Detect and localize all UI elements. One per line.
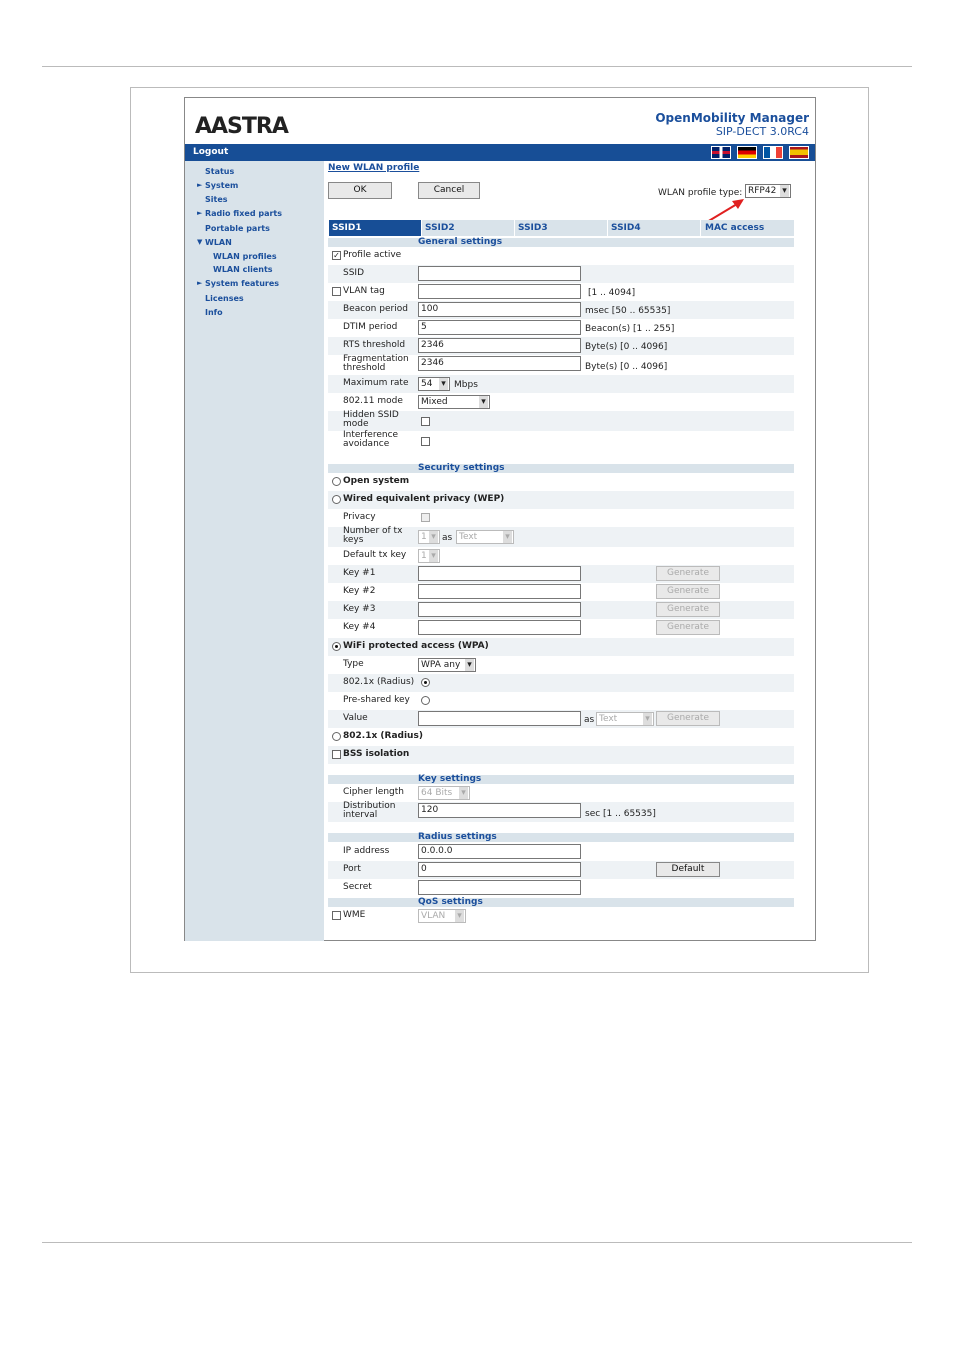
radius-settings-header [328,833,794,842]
row-8021x-radius-mode [328,728,794,746]
top-nav-bar [185,144,815,161]
radius-8021x-label: 802.1x (Radius) [343,677,415,687]
key2-label: Key #2 [343,586,376,596]
sidebar-item-wlan-clients[interactable] [213,265,273,274]
sidebar-item-wlan[interactable] [197,238,232,247]
mode-label: 802.11 mode [343,396,403,406]
row-profile-active [328,247,794,265]
row-open-system [328,473,794,491]
default-tx-key-label: Default tx key [343,550,407,560]
profile-active-label: Profile active [343,250,402,260]
wme-select[interactable]: VLAN ▾ [418,909,466,923]
section-title: Radius settings [418,832,497,842]
row-key1 [328,565,794,583]
key4-input[interactable] [418,620,581,635]
frag-unit: Byte(s) [0 .. 4096] [585,362,668,372]
key1-generate-button[interactable]: Generate [656,566,720,581]
hidden-ssid-label [343,411,399,429]
row-num-tx-keys [328,527,794,547]
key2-input[interactable] [418,584,581,599]
wep-key-format-select[interactable]: Text ▾ [456,530,514,544]
key4-generate-button[interactable]: Generate [656,620,720,635]
key1-input[interactable] [418,566,581,581]
sidebar-item-label: Radio fixed parts [205,209,282,218]
ssid-label: SSID [343,268,365,278]
cipher-length-label: Cipher length [343,787,404,797]
section-title: Security settings [418,463,505,473]
psk-radio[interactable] [421,696,430,705]
sidebar-item-label: Portable parts [205,224,270,233]
key3-label: Key #3 [343,604,376,614]
row-8021x-radius [328,674,794,692]
row-80211-mode [328,393,794,411]
row-key2 [328,583,794,601]
label-line: threshold [343,363,386,373]
privacy-checkbox[interactable] [421,513,430,522]
sidebar-item-label: Status [205,167,235,176]
sidebar-item-licenses[interactable] [205,294,244,303]
default-button[interactable]: Default [656,862,720,877]
bottom-rule [42,1242,912,1243]
qos-settings-header [328,898,794,907]
top-rule [42,66,912,67]
wep-label: Wired equivalent privacy (WEP) [343,494,505,504]
ip-address-input[interactable]: 0.0.0.0 [418,844,581,859]
wpa-type-label: Type [343,659,364,669]
sidebar-item-label: WLAN profiles [213,252,277,261]
section-title: General settings [418,237,503,247]
wme-label: WME [343,910,366,920]
sidebar-item-label: System [205,181,239,190]
wpa-label: WiFi protected access (WPA) [343,641,489,651]
row-interference-avoidance [328,431,794,451]
port-label: Port [343,864,361,874]
secret-label: Secret [343,882,372,892]
num-tx-keys-select[interactable]: 1 ▾ [418,530,440,544]
row-maximum-rate [328,375,794,393]
de-flag-icon[interactable] [737,146,757,159]
sidebar-item-label: Sites [205,195,228,204]
sidebar-item-label: Licenses [205,294,244,303]
row-beacon-period [328,301,794,319]
cipher-length-select[interactable]: 64 Bits ▾ [418,786,470,800]
default-tx-key-select[interactable]: 1 ▾ [418,549,440,563]
tab-mac-access-filters[interactable]: MAC access [700,220,794,236]
secret-input[interactable] [418,880,581,895]
open-system-radio[interactable] [332,477,341,486]
bss-isolation-checkbox[interactable] [332,750,341,759]
sidebar-item-radio-fixed-parts[interactable] [197,209,282,218]
key1-label: Key #1 [343,568,376,578]
radius-8021x-radio[interactable] [421,678,430,687]
row-privacy [328,509,794,527]
vlan-tag-checkbox[interactable] [332,287,341,296]
row-vlan-tag [328,283,794,301]
key-settings-header [328,775,794,784]
wme-checkbox[interactable] [332,911,341,920]
sidebar-item-info[interactable] [205,308,223,317]
frag-threshold-label [343,355,409,373]
psk-format-select[interactable]: Text ▾ [596,712,654,726]
key4-label: Key #4 [343,622,376,632]
privacy-label: Privacy [343,512,376,522]
label-line: avoidance [343,439,390,449]
row-hidden-ssid [328,411,794,431]
row-ip-address [328,843,794,861]
sidebar [185,161,324,941]
sidebar-item-label: WLAN clients [213,265,273,274]
aastra-logo: AASTRA [195,114,288,139]
open-system-label: Open system [343,476,410,486]
sidebar-item-system-features[interactable] [197,279,280,288]
key3-generate-button[interactable]: Generate [656,602,720,617]
row-cipher-length [328,784,794,802]
key2-generate-button[interactable]: Generate [656,584,720,599]
uk-flag-icon[interactable] [711,146,731,159]
psk-value-label: Value [343,713,368,723]
general-settings-header [328,238,794,247]
rts-threshold-input[interactable]: 2346 [418,338,581,353]
dtim-period-input[interactable]: 5 [418,320,581,335]
ip-address-label: IP address [343,846,390,856]
ssid-input[interactable] [418,266,581,281]
mode-select[interactable]: Mixed ▾ [418,395,490,409]
cancel-button[interactable]: Cancel [418,182,480,199]
triangle-right-icon: ► [197,279,203,287]
hidden-ssid-checkbox[interactable] [421,417,430,426]
sidebar-item-label: WLAN [205,238,232,247]
radius-mode-label: 802.1x (Radius) [343,731,423,741]
rts-unit: Byte(s) [0 .. 4096] [585,342,668,352]
tab-ssid4[interactable]: SSID4 [607,220,700,236]
logout-link[interactable]: Logout [193,147,229,157]
row-key3 [328,601,794,619]
app-header [185,98,815,144]
row-key4 [328,619,794,637]
sidebar-item-portable-parts[interactable] [205,224,270,233]
language-flags [711,146,809,159]
ok-button[interactable]: OK [328,182,392,199]
port-input[interactable]: 0 [418,862,581,877]
row-secret [328,879,794,897]
fr-flag-icon[interactable] [763,146,783,159]
as-label: as [442,533,453,543]
label-line: Number of tx [343,526,403,536]
es-flag-icon[interactable] [789,146,809,159]
label-line: mode [343,419,369,429]
beacon-unit: msec [50 .. 65535] [585,306,671,316]
row-fragmentation-threshold [328,355,794,375]
security-settings-header [328,464,794,473]
bss-isolation-label: BSS isolation [343,749,410,759]
tab-ssid1[interactable]: SSID1 [328,220,421,236]
as-label: as [584,715,595,725]
vlan-tag-input[interactable] [418,284,581,299]
profile-type-label: WLAN profile type: [658,188,743,198]
sidebar-item-label: Info [205,308,223,317]
row-ssid [328,265,794,283]
psk-generate-button[interactable]: Generate [656,711,720,726]
row-wpa [328,638,794,656]
label-line: Hidden SSID [343,410,399,420]
row-distribution-interval [328,802,794,822]
dist-interval-input[interactable]: 120 [418,803,581,818]
row-rts-threshold [328,337,794,355]
row-wep [328,491,794,509]
label-line: keys [343,535,364,545]
label-line: Fragmentation [343,354,409,364]
product-name: OpenMobility Manager [655,111,809,125]
interference-checkbox[interactable] [421,437,430,446]
rts-threshold-label: RTS threshold [343,340,406,350]
dist-unit: sec [1 .. 65535] [585,809,656,819]
wpa-radio[interactable] [332,642,341,651]
row-default-tx-key [328,547,794,565]
profile-active-checkbox[interactable]: ✓ [333,251,340,260]
sidebar-item-status[interactable] [205,167,234,176]
tab-ssid3[interactable]: SSID3 [514,220,607,236]
label-line: Interference [343,430,399,440]
key3-input[interactable] [418,602,581,617]
beacon-period-label: Beacon period [343,304,408,314]
vlan-tag-label: VLAN tag [343,286,385,296]
dist-interval-label [343,802,396,820]
row-wme [328,907,794,925]
sidebar-item-sites[interactable] [205,195,228,204]
row-port [328,861,794,879]
radius-mode-radio[interactable] [332,732,341,741]
maximum-rate-label: Maximum rate [343,378,409,388]
sidebar-item-wlan-profiles[interactable] [213,252,277,261]
wep-radio[interactable] [332,495,341,504]
num-tx-keys-label [343,527,402,545]
product-title [655,111,809,138]
page-title: New WLAN profile [328,163,420,173]
dtim-period-label: DTIM period [343,322,398,332]
psk-value-input[interactable] [418,711,581,726]
wpa-type-select[interactable]: WPA any ▾ [418,658,476,672]
row-psk-value [328,710,794,728]
row-pre-shared-key [328,692,794,710]
triangle-right-icon: ► [197,181,203,189]
maximum-rate-select[interactable]: 54 ▾ [418,377,450,391]
row-wpa-type [328,656,794,674]
row-dtim-period [328,319,794,337]
triangle-down-icon: ▼ [197,238,203,246]
section-title: Key settings [418,774,482,784]
sidebar-item-system[interactable] [197,181,239,190]
psk-label: Pre-shared key [343,695,410,705]
dtim-unit: Beacon(s) [1 .. 255] [585,324,675,334]
ssid-tabs [328,220,794,236]
maximum-rate-unit: Mbps [454,380,478,390]
triangle-right-icon: ► [197,209,203,217]
frag-threshold-input[interactable]: 2346 [418,356,581,371]
interference-label [343,431,398,449]
label-line: Distribution [343,801,396,811]
product-version: SIP-DECT 3.0RC4 [715,125,809,138]
label-line: interval [343,810,378,820]
profile-type-select[interactable]: RFP42 ▾ [745,184,791,198]
tab-ssid2[interactable]: SSID2 [421,220,514,236]
beacon-period-input[interactable]: 100 [418,302,581,317]
sidebar-item-label: System features [205,279,280,288]
vlan-range: [1 .. 4094] [588,288,636,298]
row-bss-isolation [328,746,794,764]
screenshot-window [184,97,816,941]
section-title: QoS settings [418,897,483,907]
